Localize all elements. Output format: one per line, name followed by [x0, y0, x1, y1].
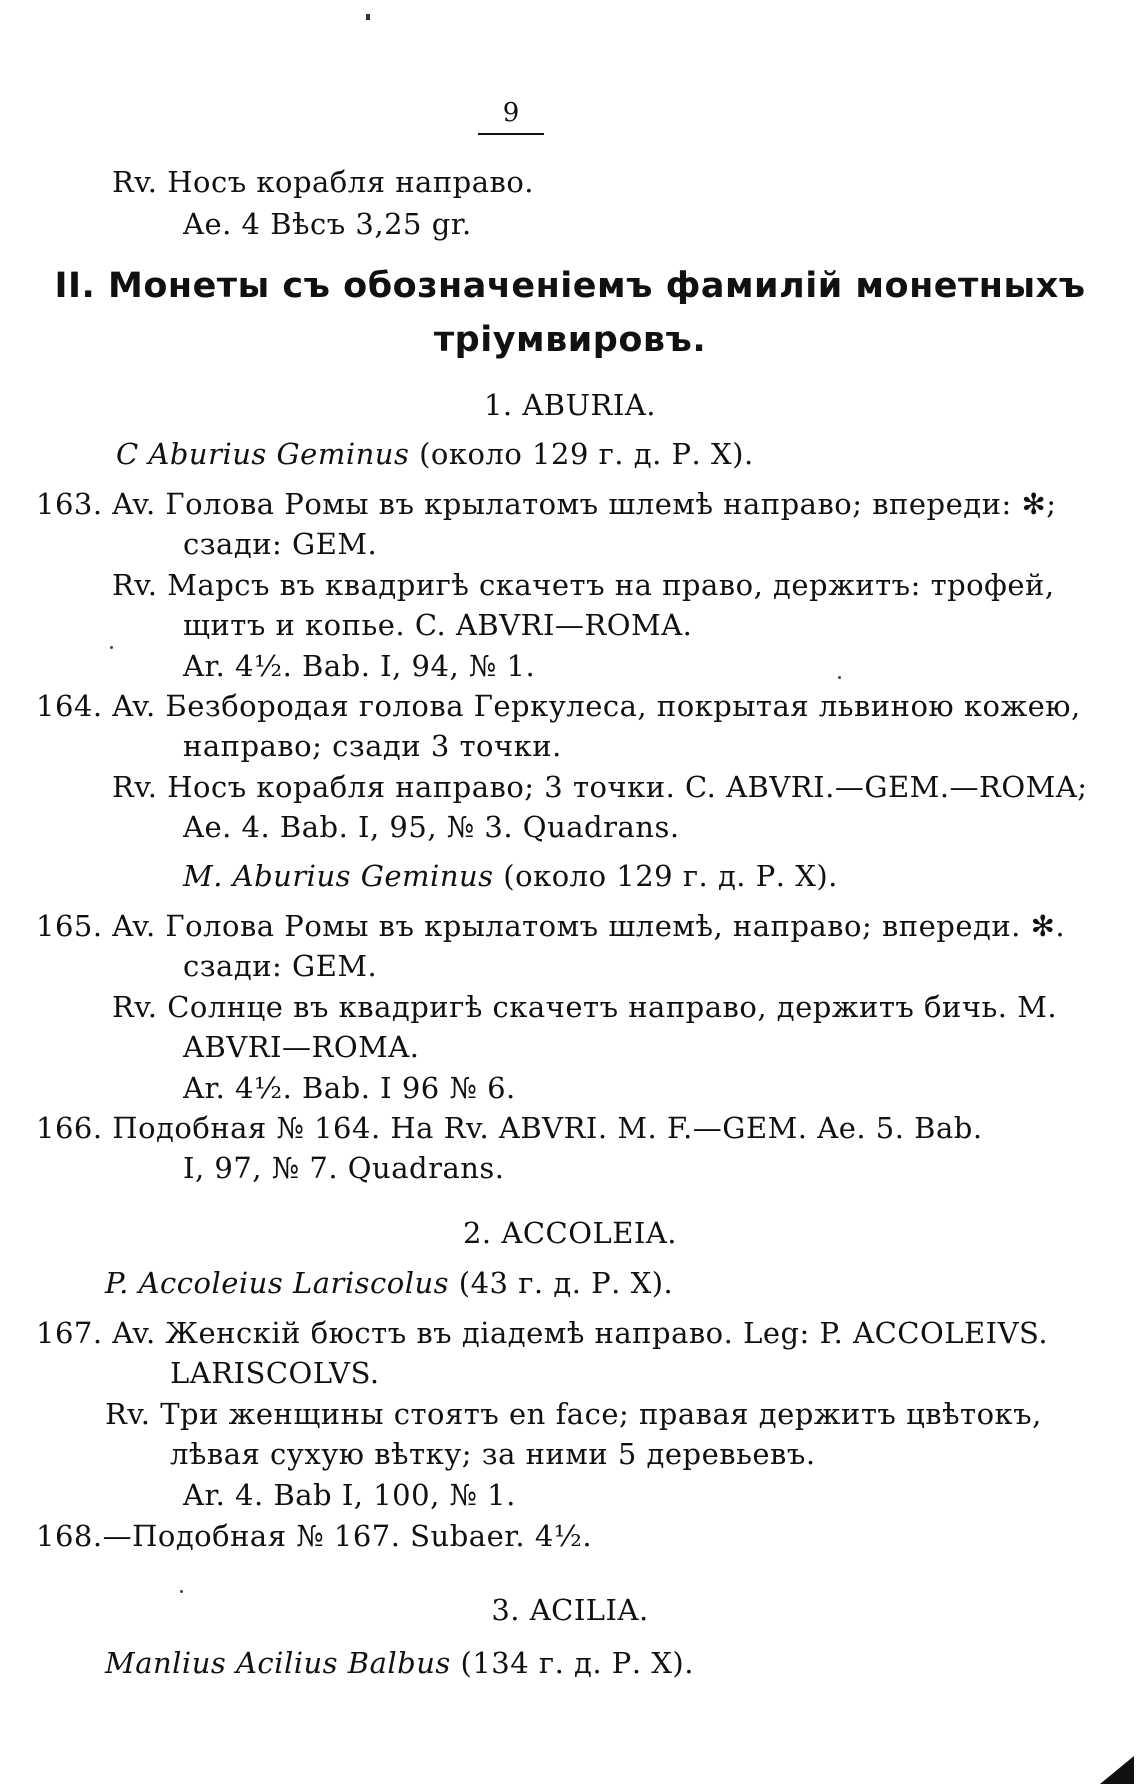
entry-164-line: Rv. Носъ корабля направо; 3 точки. C. ABVRI.—GEM.—ROMA;: [112, 770, 1088, 804]
entry-164-line: Ae. 4. Bab. I, 95, № 3. Quadrans.: [183, 810, 680, 844]
entry-167-line: Ar. 4. Bab I, 100, № 1.: [183, 1478, 516, 1512]
text-line: Ae. 4 Вѣсъ 3,25 gr.: [183, 207, 472, 241]
entry-166-line: 166. Подобная № 164. На Rv. ABVRI. M. F.—GEM. Ae. 5. Bab.: [36, 1111, 983, 1145]
entry-165-line: сзади: GEM.: [183, 949, 378, 983]
section-heading-line-2: тріумвировъ.: [433, 320, 707, 360]
subsection-title-accoleia: 2. ACCOLEIA.: [462, 1216, 678, 1250]
entry-165-line: Ar. 4½. Bab. I 96 № 6.: [183, 1071, 516, 1105]
entry-165-line: ABVRI—ROMA.: [183, 1030, 420, 1064]
scan-speck: [838, 676, 841, 679]
entry-163-line: сзади: GEM.: [183, 527, 378, 561]
entry-165-line: Rv. Солнце въ квадригѣ скачетъ направо, держитъ бичь. M.: [112, 990, 1058, 1024]
entry-168-line: 168.—Подобная № 167. Subaer. 4½.: [36, 1519, 593, 1553]
page-number: 9: [502, 98, 520, 128]
page-corner-mark: [1100, 1756, 1134, 1784]
entry-166-line: I, 97, № 7. Quadrans.: [183, 1151, 505, 1185]
subsection-title-acilia: 3. ACILIA.: [491, 1593, 649, 1627]
entry-165-line: 165. Av. Голова Ромы въ крылатомъ шлемѣ, направо; впереди. ✻.: [36, 909, 1066, 943]
scan-speck: [110, 646, 113, 649]
moneyer-date: (134 г. д. Р. X).: [460, 1646, 694, 1680]
entry-167-line: 167. Av. Женскій бюстъ въ діадемѣ направо. Leg: P. ACCOLEIVS.: [36, 1316, 1049, 1350]
moneyer-name: M. Aburius Geminus: [183, 859, 494, 893]
page-number-rule: [478, 133, 544, 135]
entry-163-line: щитъ и копье. C. ABVRI—ROMA.: [183, 608, 693, 642]
entry-164-line: 164. Av. Безбородая голова Геркулеса, покрытая львиною кожею,: [36, 689, 1081, 723]
moneyer-line: [116, 436, 754, 472]
entry-163-line: Ar. 4½. Bab. I, 94, № 1.: [183, 649, 536, 683]
moneyer-line: [105, 1645, 694, 1681]
entry-163-line: Rv. Марсъ въ квадригѣ скачетъ на право, держитъ: трофей,: [112, 568, 1055, 602]
moneyer-date: (43 г. д. Р. X).: [458, 1266, 674, 1300]
text-line: Rv. Носъ корабля направо.: [112, 165, 535, 199]
entry-163-line: 163. Av. Голова Ромы въ крылатомъ шлемѣ направо; впереди: ✻;: [36, 487, 1057, 521]
subsection-title-aburia: 1. ABURIA.: [483, 388, 657, 422]
scan-speck: [180, 1590, 183, 1593]
entry-167-line: Rv. Три женщины стоятъ en face; правая держитъ цвѣтокъ,: [105, 1397, 1042, 1431]
entry-164-line: направо; сзади 3 точки.: [183, 729, 562, 763]
moneyer-name: C Aburius Geminus: [116, 437, 410, 471]
moneyer-line: [105, 1265, 673, 1301]
entry-167-line: LARISCOLVS.: [170, 1356, 380, 1390]
moneyer-date: (около 129 г. д. Р. X).: [419, 437, 754, 471]
moneyer-name: P. Accoleius Lariscolus: [105, 1266, 450, 1300]
entry-167-line: лѣвая сухую вѣтку; за ними 5 деревьевъ.: [170, 1437, 816, 1471]
moneyer-line: [183, 858, 838, 894]
scan-mark: [366, 14, 370, 20]
moneyer-name: Manlius Acilius Balbus: [105, 1646, 451, 1680]
moneyer-date: (около 129 г. д. Р. X).: [503, 859, 838, 893]
section-heading-line-1: II. Монеты съ обозначеніемъ фамилій монетныхъ: [54, 266, 1086, 306]
